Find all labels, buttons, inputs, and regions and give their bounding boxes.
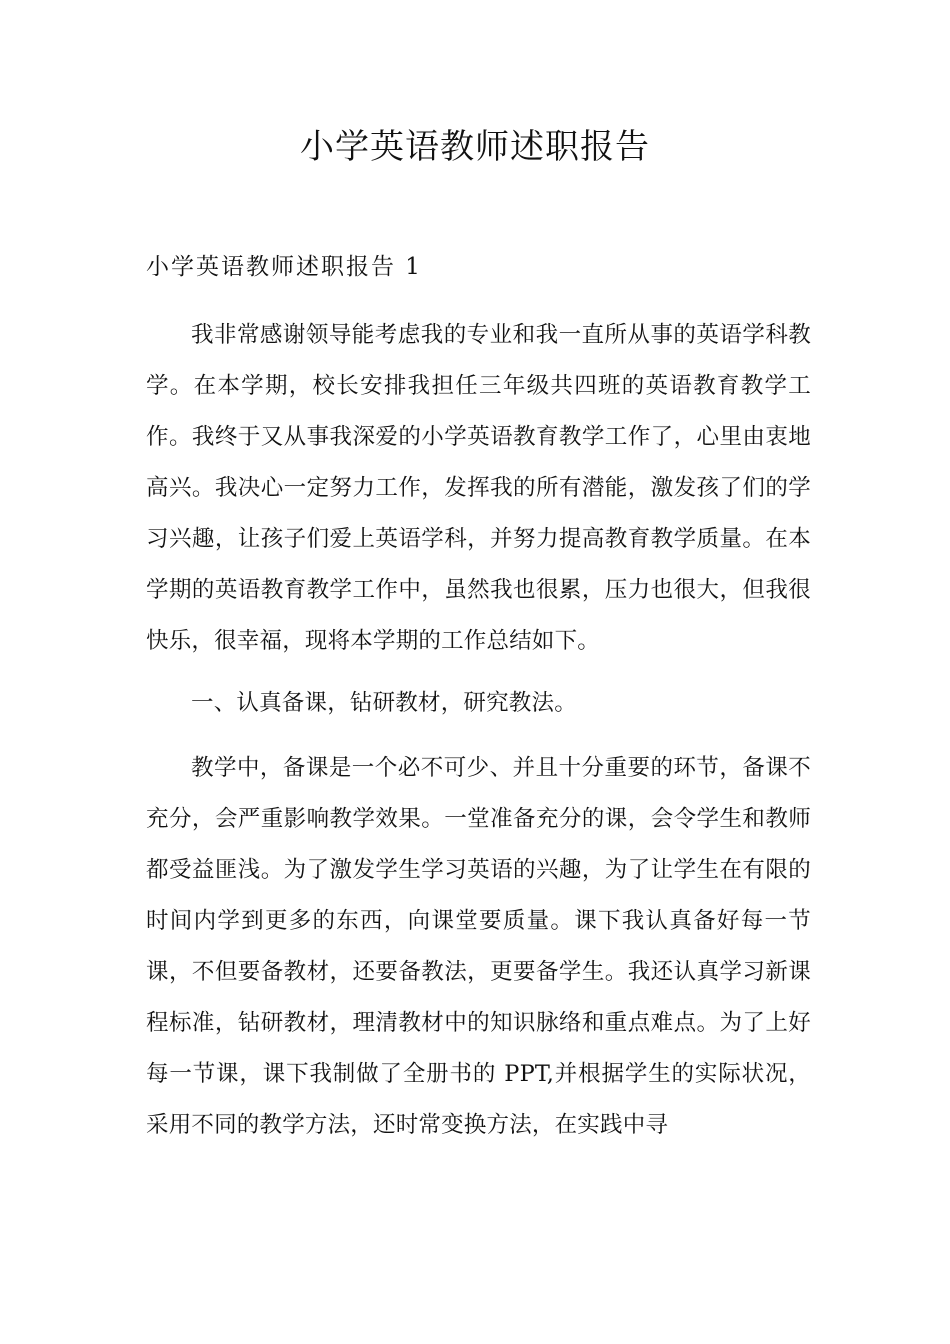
paragraph-intro: 我非常感谢领导能考虑我的专业和我一直所从事的英语学科教学。在本学期，校长安排我担任三年级共四班的英语教育教学工作。我终于又从事我深爱的小学英语教育教学工作了，心里由衷地高兴。我决心一定努力工作，发挥我的所有潜能，激发孩了们的学习兴趣，让孩子们爱上英语学科，并努力提高教育教学质量。在本学期的英语教育教学工作中，虽然我也很累，压力也很大，但我很快乐，很幸福，现将本学期的工作总结如下。: [146, 322, 811, 654]
paragraph-subheading: 一、认真备课，钻研教材，研究教法。: [191, 690, 577, 716]
section-heading: 小学英语教师述职报告 1: [146, 254, 422, 280]
paragraph-lesson-prep: 教学中，备课是一个必不可少、并且十分重要的环节，备课不充分，会严重影响教学效果。一堂准备充分的课，会令学生和教师都受益匪浅。为了激发学生学习英语的兴趣，为了让学生在有限的时间内学到更多的东西，向课堂要质量。课下我认真备好每一节课，不但要备教材，还要备教法，更要备学生。我还认真学习新课程标准，钻研教材，理清教材中的知识脉络和重点难点。为了上好每一节课，课下我制做了全册书的 PPT,并根据学生的实际状况，采用不同的教学方法，还时常变换方法，在实践中寻: [146, 755, 811, 1138]
document-title: 小学英语教师述职报告: [300, 127, 650, 167]
